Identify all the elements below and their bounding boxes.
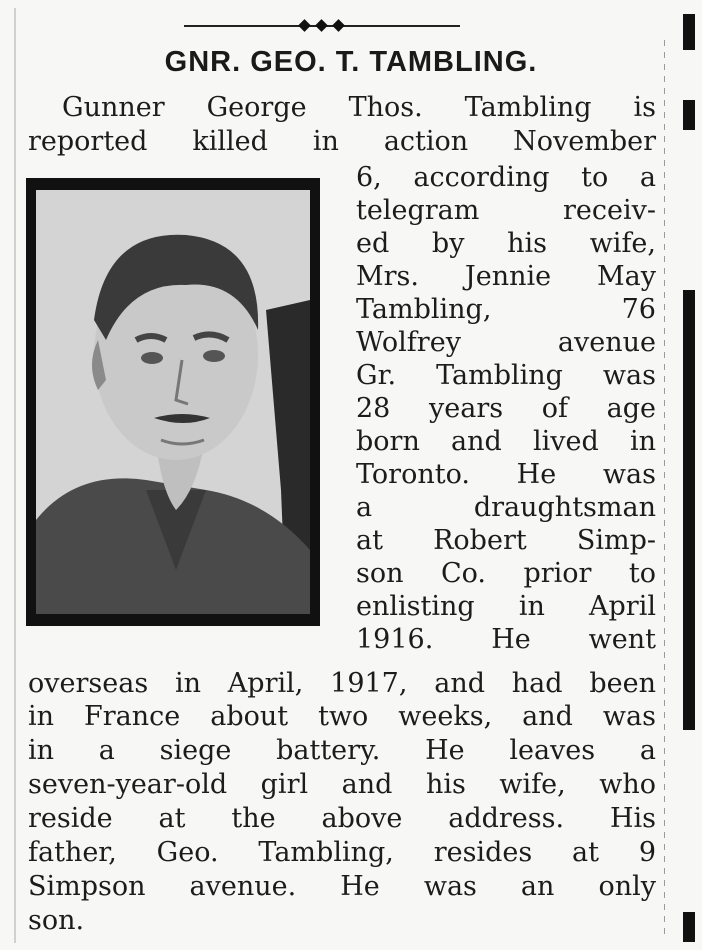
article-line-8: Wolfrey avenue [356,327,656,358]
article-line-6: Mrs. Jennie May [356,261,656,292]
article-line-3: 6, according to a [356,162,656,193]
article-line-24: Simpson avenue. He was an only [28,871,656,902]
article-line-15: son Co. prior to [356,558,656,589]
article-line-19: in France about two weeks, and was [28,701,656,732]
article-line-22: reside at the above address. His [28,803,656,834]
article-line-16: enlisting in April [356,591,656,622]
article-line-18: overseas in April, 1917, and had been [28,668,656,699]
portrait-illustration [36,190,310,614]
article-line-25: son. [28,905,85,936]
article-line-21: seven-year-old girl and his wife, who [28,769,656,800]
article-line-1: Gunner George Thos. Tambling is [62,92,656,123]
portrait-photo [26,178,320,626]
headline: GNR. GEO. T. TAMBLING. [164,46,538,78]
edge-mark-upper [683,100,695,130]
article-line-4: telegram receiv- [356,195,656,226]
article-line-5: ed by his wife, [356,228,656,259]
article-line-17: 1916. He went [356,624,656,655]
article-line-7: Tambling, 76 [356,294,656,325]
article-line-11: born and lived in [356,426,656,457]
article-line-14: at Robert Simp- [356,525,656,556]
edge-mark-top [683,14,695,50]
left-column-rule [14,8,16,943]
article-line-12: Toronto. He was [356,459,656,490]
article-line-2: reported killed in action November [28,126,656,157]
article-line-23: father, Geo. Tambling, resides at 9 [28,837,656,868]
edge-mark-bottom [683,912,695,942]
header-ornament [184,18,460,34]
edge-mark-middle [683,290,695,730]
article-line-13: a draughtsman [356,492,656,523]
article-line-9: Gr. Tambling was [356,360,656,391]
article-line-10: 28 years of age [356,393,656,424]
right-column-rule [664,40,665,940]
article-line-20: in a siege battery. He leaves a [28,735,656,766]
portrait-image [36,190,310,614]
